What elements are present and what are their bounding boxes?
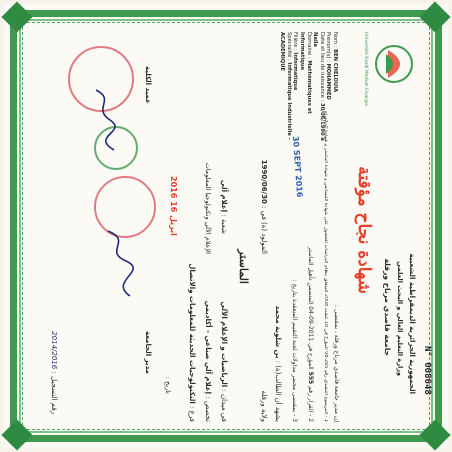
decree-3: 3 - بمقتضى محضر مداولات لجنة التقييم المنعقدة بتاريخ : [291, 279, 298, 422]
specialite-row [279, 32, 292, 152]
domaine-label: Domaine : [305, 32, 312, 59]
dob-row [312, 32, 325, 152]
branch-label: شعبة : [220, 214, 228, 234]
holder-prefix: يشهد أن الطالب(ة) : [274, 360, 282, 422]
ref-label: رقم التسجيل : [50, 371, 58, 414]
filiere-row [292, 32, 299, 152]
decree-2-date: المؤرخ في 2011-09-04 [307, 306, 314, 370]
rotated-document [26, 26, 434, 434]
specialty-label: تخصص : [204, 396, 212, 422]
issued-date: 2016 ابريل 16 [169, 176, 178, 236]
specialite-value: Informatique Industrielle - ACADEMIQUE [279, 32, 292, 140]
certificate-title: شهادة نجاح مؤقتة [354, 166, 374, 294]
signature-1 [98, 226, 138, 306]
track-value: التكنولوجيات الحديثة للمعلومات والاتصال [188, 263, 196, 404]
french-info-panel [279, 32, 338, 152]
signature-2 [84, 86, 124, 156]
prenom-label: Prénom(s) : [325, 32, 332, 62]
decree-2-text: المتضمن تأهيل الماستر [307, 246, 314, 305]
branch-value: إعلام آلي [220, 179, 228, 213]
serial-number [422, 346, 432, 395]
nom-row [331, 32, 338, 152]
serial-value: 008648 [422, 362, 432, 395]
dob-value: 30/06/1990 à Naila [312, 32, 325, 141]
dean-title: مدير الجامعة [144, 330, 152, 374]
filiere-value: Informatique [292, 52, 299, 91]
certificate-sheet [4, 4, 448, 448]
branch-line [220, 180, 228, 234]
university-logo [370, 40, 418, 88]
birth-date: 1990/06/30 [260, 159, 268, 204]
birth-label: المولود (ة) في : [260, 206, 268, 254]
ministry-line: وزارة التعليم العالي و البحث العلمي [396, 261, 404, 376]
decree-2-label: 2 - القرار رقم [307, 386, 314, 422]
issued-line [164, 377, 172, 394]
specialite-label: Spécialité : [285, 32, 292, 61]
serial-label: N° [422, 346, 432, 357]
degree-name: الماستر [237, 249, 250, 284]
field-line [220, 301, 228, 422]
decree-2 [307, 247, 314, 422]
university-line: جامعة قاصدي مرباح ورقلة [383, 258, 392, 356]
issued-label: تاريخ : [164, 376, 172, 394]
domaine-row [298, 32, 311, 152]
dob-label: Date et lieu de naissance : [318, 32, 325, 102]
nom-label: Nom : [332, 32, 338, 48]
university-latin-name: Université Kasdi Merbah Ouargla [363, 32, 368, 106]
domaine-value: Mathématiques et Informatique [299, 32, 312, 114]
birth-line [260, 160, 268, 254]
decree-1: 1 - المرسوم التنفيذي رقم 265-08 المؤرخ في 19 غشت 2008 المتعلق بنظام الدراسات للحصول على شهادة الليسانس و شهادة الماستر و شهادة الدكتوراه [323, 110, 328, 422]
field-label: في ميدان : [220, 389, 228, 422]
prenom-value: MOHAMMED [325, 63, 332, 100]
prenom-row [325, 32, 332, 152]
republic-line: الجمهورية الجزائرية الديمقراطية الشعبية [408, 253, 416, 394]
specialty-value: إعلام آلي صناعي - أكاديمي [204, 300, 212, 395]
holder-line [274, 306, 282, 422]
specialty-line [204, 300, 212, 422]
decree-2-number: 555 [307, 371, 314, 385]
ref-line [50, 331, 58, 414]
track-label: فرع : [188, 406, 196, 422]
signatory-title: عميد الكلية [144, 66, 152, 104]
deliberation-date-stamp: 30 SEPT 2016 [290, 135, 305, 198]
holder-name: بن شلوية محمد [274, 305, 282, 359]
filiere-label: Filière : [292, 32, 299, 51]
track-line [188, 263, 196, 422]
ref-value: 2014/2016 [50, 331, 58, 370]
birth-place: ولاية ورقلة [260, 390, 268, 422]
nom-value: BEN CHELOUIA [332, 49, 338, 93]
field-value: الرياضيات و الإعلام الآلي [220, 301, 228, 388]
intro-line: إن مدير جامعة قاصدي مرباح ورقلة ، بمقتضى : [333, 304, 340, 422]
specialty-2: الإعلام الآلي وتكنولوجيا المعلومات [204, 162, 212, 254]
